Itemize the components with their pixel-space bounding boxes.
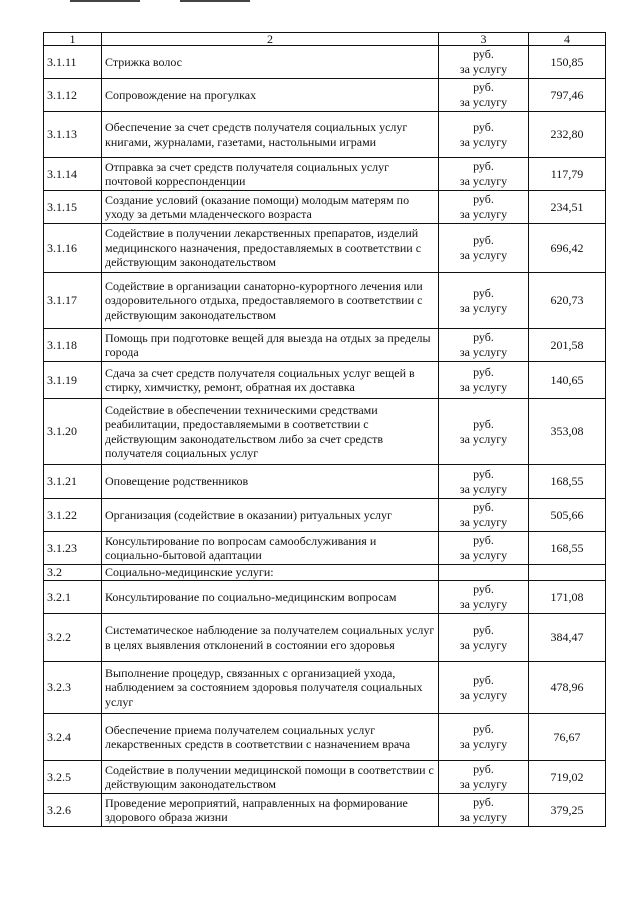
unit-line-1: руб. <box>473 722 494 736</box>
service-name: Содействие в обеспечении техническими средствами реабилитации, предоставляемыми в соответствии с действующим законодательством либо за счет средств получателя социальных услуг <box>102 399 439 465</box>
unit-line-2: за услугу <box>459 345 508 359</box>
service-price: 232,80 <box>529 112 606 158</box>
service-price: 379,25 <box>529 794 606 827</box>
service-price: 168,55 <box>529 532 606 565</box>
service-code: 3.1.22 <box>44 499 102 532</box>
service-code: 3.1.13 <box>44 112 102 158</box>
table-row <box>44 224 606 273</box>
service-unit <box>439 224 529 273</box>
service-price: 234,51 <box>529 191 606 224</box>
service-unit <box>439 614 529 662</box>
service-code: 3.2.3 <box>44 662 102 714</box>
service-name: Стрижка волос <box>102 46 439 79</box>
service-price: 620,73 <box>529 273 606 329</box>
unit-line-1: руб. <box>473 582 494 596</box>
table-row <box>44 761 606 794</box>
service-name: Проведение мероприятий, направленных на формирование здорового образа жизни <box>102 794 439 827</box>
unit-line-2: за услугу <box>459 481 508 496</box>
unit-line-2: за услугу <box>459 134 508 149</box>
table-row <box>44 532 606 565</box>
service-unit <box>439 714 529 761</box>
unit-line-1: руб. <box>473 233 494 247</box>
service-unit <box>439 46 529 79</box>
table-row <box>44 273 606 329</box>
service-name: Содействие в организации санаторно-курортного лечения или оздоровительного отдыха, предоставляемого в соответствии с действующим законодательством <box>102 273 439 329</box>
table-row <box>44 714 606 761</box>
unit-line-2: за услугу <box>459 737 508 751</box>
service-unit <box>439 532 529 565</box>
table-row <box>44 399 606 465</box>
header-col-3: 3 <box>439 33 529 46</box>
service-code: 3.1.11 <box>44 46 102 79</box>
service-unit <box>439 158 529 191</box>
unit-line-2: за услугу <box>459 597 508 611</box>
unit-line-2: за услугу <box>459 207 508 221</box>
service-code: 3.2.4 <box>44 714 102 761</box>
table-row <box>44 614 606 662</box>
services-tariff-table <box>43 32 606 827</box>
unit-line-1: руб. <box>473 466 494 481</box>
service-unit <box>439 79 529 112</box>
table-row <box>44 329 606 362</box>
unit-line-2: за услугу <box>459 174 508 188</box>
service-name: Обеспечение за счет средств получателя социальных услуг книгами, журналами, газетами, настольными играми <box>102 112 439 158</box>
service-unit <box>439 465 529 499</box>
unit-line-1: руб. <box>473 672 494 687</box>
table-row <box>44 362 606 399</box>
service-name: Сопровождение на прогулках <box>102 79 439 112</box>
unit-line-1: руб. <box>473 416 494 431</box>
service-name: Содействие в получении медицинской помощи в соответствии с действующим законодательством <box>102 761 439 794</box>
unit-line-2: за услугу <box>459 637 508 652</box>
service-price: 478,96 <box>529 662 606 714</box>
service-name: Консультирование по вопросам самообслуживания и социально-бытовой адаптации <box>102 532 439 565</box>
section-empty-cell <box>529 565 606 581</box>
service-code: 3.1.19 <box>44 362 102 399</box>
unit-line-2: за услугу <box>459 777 508 791</box>
table-row <box>44 79 606 112</box>
service-price: 171,08 <box>529 581 606 614</box>
section-code: 3.2 <box>44 565 102 581</box>
unit-line-1: руб. <box>473 285 494 300</box>
service-price: 505,66 <box>529 499 606 532</box>
service-code: 3.1.18 <box>44 329 102 362</box>
service-unit <box>439 191 529 224</box>
unit-line-1: руб. <box>473 119 494 134</box>
table-row <box>44 191 606 224</box>
unit-line-1: руб. <box>473 795 494 809</box>
service-name: Отправка за счет средств получателя социальных услуг почтовой корреспонденции <box>102 158 439 191</box>
service-price: 353,08 <box>529 399 606 465</box>
service-unit <box>439 112 529 158</box>
table-row <box>44 46 606 79</box>
service-price: 384,47 <box>529 614 606 662</box>
service-unit <box>439 273 529 329</box>
service-name: Обеспечение приема получателем социальных услуг лекарственных средств в соответствии с назначением врача <box>102 714 439 761</box>
unit-line-1: руб. <box>473 159 494 173</box>
service-code: 3.2.5 <box>44 761 102 794</box>
service-price: 150,85 <box>529 46 606 79</box>
unit-line-2: за услугу <box>459 248 508 262</box>
service-code: 3.1.14 <box>44 158 102 191</box>
table-row <box>44 112 606 158</box>
unit-line-2: за услугу <box>459 300 508 315</box>
service-name: Оповещение родственников <box>102 465 439 499</box>
unit-line-1: руб. <box>473 365 494 379</box>
service-name: Создание условий (оказание помощи) молодым матерям по уходу за детьми младенческого возраста <box>102 191 439 224</box>
service-code: 3.1.16 <box>44 224 102 273</box>
section-title: Социально-медицинские услуги: <box>102 565 439 581</box>
service-price: 201,58 <box>529 329 606 362</box>
scan-edge-mark <box>70 0 140 2</box>
section-row <box>44 565 606 581</box>
service-name: Содействие в получении лекарственных препаратов, изделий медицинского назначения, предоставляемых в соответствии с действующим законодательством <box>102 224 439 273</box>
unit-line-1: руб. <box>473 47 494 61</box>
service-unit <box>439 794 529 827</box>
unit-line-2: за услугу <box>459 62 508 76</box>
service-price: 696,42 <box>529 224 606 273</box>
unit-line-2: за услугу <box>459 810 508 824</box>
service-unit <box>439 662 529 714</box>
unit-line-1: руб. <box>473 192 494 206</box>
service-unit <box>439 362 529 399</box>
unit-line-2: за услугу <box>459 95 508 109</box>
unit-line-1: руб. <box>473 500 494 514</box>
table-row <box>44 662 606 714</box>
table-row <box>44 581 606 614</box>
service-price: 719,02 <box>529 761 606 794</box>
service-unit <box>439 761 529 794</box>
unit-line-2: за услугу <box>459 380 508 394</box>
table-row <box>44 465 606 499</box>
service-code: 3.1.20 <box>44 399 102 465</box>
unit-line-1: руб. <box>473 330 494 344</box>
service-name: Сдача за счет средств получателя социальных услуг вещей в стирку, химчистку, ремонт, обратная их доставка <box>102 362 439 399</box>
table-row <box>44 499 606 532</box>
unit-line-2: за услугу <box>459 687 508 702</box>
service-code: 3.1.17 <box>44 273 102 329</box>
scan-edge-mark <box>180 0 250 2</box>
unit-line-2: за услугу <box>459 548 508 562</box>
service-price: 117,79 <box>529 158 606 191</box>
service-price: 797,46 <box>529 79 606 112</box>
section-empty-cell <box>439 565 529 581</box>
service-unit <box>439 581 529 614</box>
service-code: 3.2.6 <box>44 794 102 827</box>
service-price: 140,65 <box>529 362 606 399</box>
service-unit <box>439 399 529 465</box>
table-row <box>44 158 606 191</box>
service-code: 3.2.1 <box>44 581 102 614</box>
header-col-4: 4 <box>529 33 606 46</box>
service-code: 3.2.2 <box>44 614 102 662</box>
service-unit <box>439 499 529 532</box>
service-name: Помощь при подготовке вещей для выезда на отдых за пределы города <box>102 329 439 362</box>
service-code: 3.1.21 <box>44 465 102 499</box>
unit-line-1: руб. <box>473 762 494 776</box>
header-col-1: 1 <box>44 33 102 46</box>
service-unit <box>439 329 529 362</box>
table-row <box>44 794 606 827</box>
service-code: 3.1.15 <box>44 191 102 224</box>
service-name: Выполнение процедур, связанных с организацией ухода, наблюдением за состоянием здоровья получателя социальных услуг <box>102 662 439 714</box>
unit-line-1: руб. <box>473 80 494 94</box>
unit-line-2: за услугу <box>459 431 508 446</box>
header-col-2: 2 <box>102 33 439 46</box>
service-name: Консультирование по социально-медицинским вопросам <box>102 581 439 614</box>
service-name: Систематическое наблюдение за получателем социальных услуг в целях выявления отклонений в состоянии его здоровья <box>102 614 439 662</box>
unit-line-2: за услугу <box>459 515 508 529</box>
service-name: Организация (содействие в оказании) ритуальных услуг <box>102 499 439 532</box>
service-code: 3.1.23 <box>44 532 102 565</box>
header-row <box>44 33 606 46</box>
unit-line-1: руб. <box>473 533 494 547</box>
service-code: 3.1.12 <box>44 79 102 112</box>
service-price: 76,67 <box>529 714 606 761</box>
unit-line-1: руб. <box>473 622 494 637</box>
service-price: 168,55 <box>529 465 606 499</box>
